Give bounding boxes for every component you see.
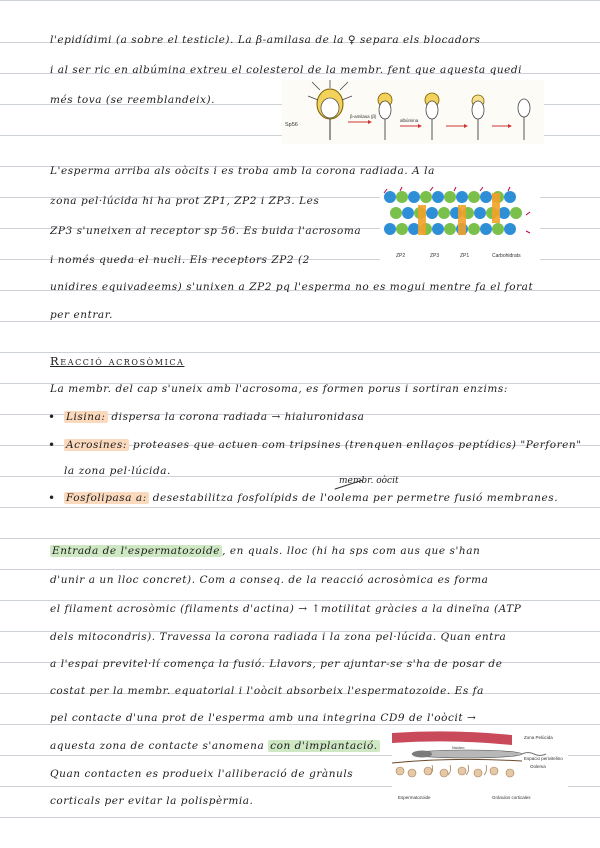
text-line: d'unir a un lloc concret). Com a conseq. de la reacció acrosòmica es forma xyxy=(50,574,489,586)
fig2-zp3-label: ZP3 xyxy=(430,253,440,259)
text-line: el filament acrosòmic (filaments d'actina) → ↑motilitat gràcies a la dineïna (ATP xyxy=(50,603,522,615)
term-con-implantacio: con d'implantació. xyxy=(270,740,378,752)
fig3-sperm-label: Espermatozoide xyxy=(398,795,431,800)
fig3-zona-label: Zona Pelúcida xyxy=(524,735,553,740)
text-line: Quan contacten es produeix l'alliberació de grànuls xyxy=(50,768,354,780)
fig3-espai-label: Espacio perivitelino xyxy=(524,756,563,761)
fig1-albumina-label: albúmina xyxy=(400,118,419,123)
text-line: pel contacte d'una prot de l'esperma amb una integrina CD9 de l'oòcit → xyxy=(50,712,477,724)
fig3-nucli-label: Núcleo xyxy=(452,745,465,750)
term-acrosines: Acrosines: xyxy=(66,439,127,451)
text-line: zona pel·lúcida hi ha prot ZP1, ZP2 i ZP3. Les xyxy=(50,195,320,207)
section-heading: Reacció acrosòmica xyxy=(50,354,185,368)
text-line: corticals per evitar la polispèrmia. xyxy=(50,795,254,807)
text-line: La membr. del cap s'uneix amb l'acrosoma, es formen porus i sortiran enzims: xyxy=(50,383,508,395)
bullet-dot: • xyxy=(48,410,56,424)
text-line: unidires equivadeems) s'unixen a ZP2 pq l'esperma no es mogui mentre fa el forat xyxy=(50,281,534,293)
text-line: aquesta zona de contacte s'anomena con d'implantació. xyxy=(50,740,378,752)
text-line: Entrada de l'espermatozoide , en quals. lloc (hi ha sps com aus que s'han xyxy=(52,545,481,557)
text-line: ZP3 s'uneixen al receptor sp 56. Es buida l'acrosoma xyxy=(50,225,362,237)
text-line: la zona pel·lúcida. xyxy=(64,465,171,477)
fig1-sp56-label: Sp56 xyxy=(285,122,298,128)
bullet-acrosines: Acrosines: proteases que actuen com tripsines (trenquen enllaços peptídics) "Perforen" xyxy=(66,439,582,451)
text-line: i només queda el nucli. Els receptors ZP2 (2 xyxy=(50,254,310,266)
text-line: per entrar. xyxy=(50,309,114,321)
fig3-oolema-label: Oolema xyxy=(530,764,546,769)
zona-pellucida-figure xyxy=(380,185,540,265)
term-entrada: Entrada de l'espermatozoide xyxy=(52,545,221,557)
fig2-carbo-label: Carbohidrats xyxy=(492,253,521,259)
text-line: dels mitocondris). Travessa la corona radiada i la zona pel·lúcida. Quan entra xyxy=(50,631,507,643)
text-line: més tova (se reemblandeix). xyxy=(50,94,216,106)
bullet-fosfolipasa: Fosfolipasa a: desestabilitza fosfolípids de l'oolema per permetre fusió membranes. xyxy=(66,492,559,504)
fig2-zp1-label: ZP1 xyxy=(460,253,470,259)
term-fosfolipasa: Fosfolipasa a: xyxy=(66,492,147,504)
bullet-dot: • xyxy=(48,491,56,505)
text-line: a l'espai previtel·lí comença la fusió. Llavors, per ajuntar-se s'ha de posar de xyxy=(50,658,503,670)
text-line: l'epidídimi (a sobre el testicle). La β-amilasa de la ♀ separa els blocadors xyxy=(50,34,481,46)
bullet-dot: • xyxy=(48,438,56,452)
fig2-zp2-label: ZP2 xyxy=(396,253,406,259)
term-lisina: Lisina: xyxy=(66,411,106,423)
annotation-membr-oocit: membr. oòcit xyxy=(339,476,399,486)
text-line: L'esperma arriba als oòcits i es troba amb la corona radiada. A la xyxy=(50,165,435,177)
fig3-granuls-label: Gránulos corticales xyxy=(492,795,531,800)
bullet-lisina: Lisina: dispersa la corona radiada → hialuronidasa xyxy=(66,411,365,423)
fig1-beta-label: β-amilasa (β) xyxy=(350,114,377,119)
fusion-figure xyxy=(392,727,568,805)
text-line: costat per la membr. equatorial i l'oòcit absorbeix l'espermatozoide. Es fa xyxy=(50,685,484,697)
text-line: i al ser ric en albúmina extreu el colesterol de la membr. fent que aquesta quedi xyxy=(50,64,523,76)
capacitation-figure xyxy=(282,80,544,144)
